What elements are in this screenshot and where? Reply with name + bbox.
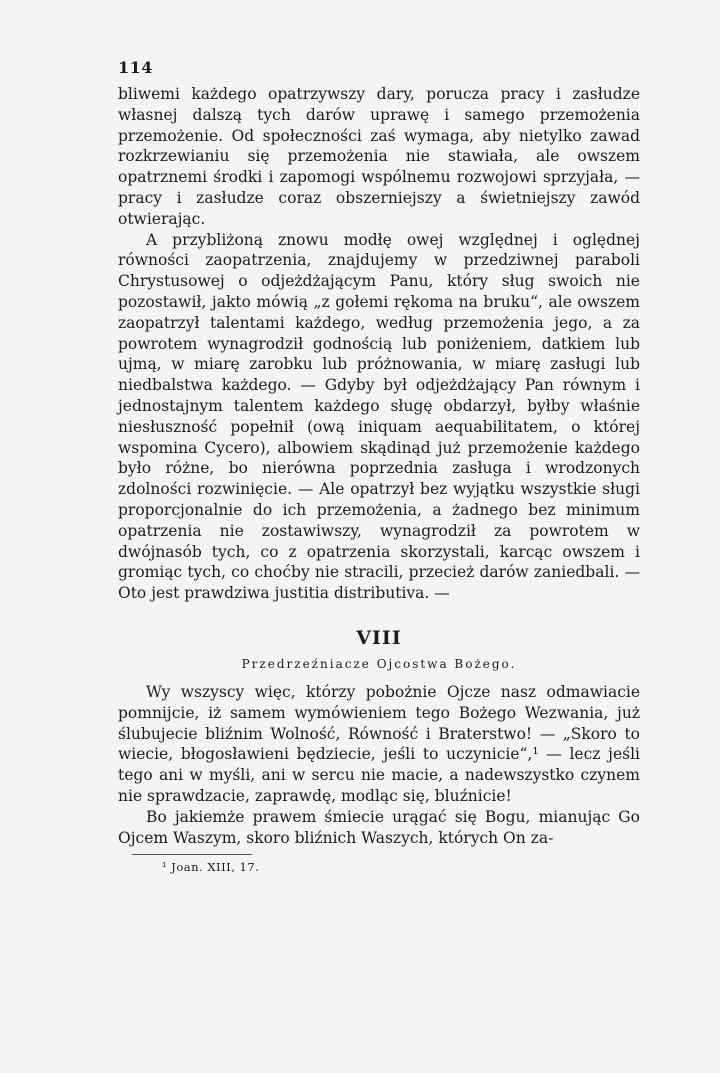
chapter-paragraph-2: Bo jakiemże prawem śmiecie urągać się Bogu, mianując Go Ojcem Waszym, skoro bliźnich Waszych, których On za- xyxy=(118,807,640,847)
footnote-rule xyxy=(132,854,252,855)
paragraph-2: A przybliżoną znowu modłę owej względnej i oględnej równości zaopatrzenia, znajdujemy w przedziwnej paraboli Chrystusowej o odjeżdżającym Panu, który sług swoich nie pozostawił, jakto mówią „z gołemi rękoma na bruku“, ale owszem zaopatrzył talentami każdego, według przemożenia jego, a za powrotem wynagrodził godnością lub poniżeniem, datkiem lub ujmą, w miarę zarobku lub próżnowania, w miarę zasługi lub niedbalstwa każdego. — Gdyby był odjeżdżający Pan równym i jednostajnym talentem każdego sługę obdarzył, byłby właśnie niesłuszność popełnił (ową iniquam aequabilitatem, o której wspomina Cycero), albowiem skądinąd już przemożenie każdego było różne, bo nierówna poprzednia zasługa i wrodzonych zdolności rozwinięcie. — Ale opatrzył bez wyjątku wszystkie sługi proporcjonalnie do ich przemożenia, a żadnego bez minimum opatrzenia nie zostawiwszy, wynagrodził za powrotem w dwójnasób tych, co z opatrzenia skorzystali, karcąc owszem i gromiąc tych, co choćby nie stracili, przecież darów zaniedbali. — Oto jest prawdziwa justitia distributiva. — xyxy=(118,230,640,603)
document-page xyxy=(118,58,640,875)
chapter-paragraph-1: Wy wszyscy więc, którzy pobożnie Ojcze nasz odmawiacie pomnijcie, iż samem wymówieniem tego Bożego Wezwania, już ślubujecie bliźnim Wolność, Równość i Braterstwo! — „Skoro to wiecie, błogosławieni będziecie, jeśli to uczynicie“,¹ — lecz jeśli tego ani w myśli, ani w sercu nie macie, a nadewszystko czynem nie sprawdzacie, zaprawdę, modląc się, bluźnicie! xyxy=(118,682,640,805)
chapter-number: VIII xyxy=(356,626,402,649)
footnote: ¹ Joan. XIII, 17. xyxy=(162,860,260,875)
page-number: 114 xyxy=(118,58,153,77)
paragraph-1: bliwemi każdego opatrzywszy dary, porucza pracy i zasłudze własnej dalszą tych darów uprawę i samego przemożenia przemożenie. Od społeczności zaś wymaga, aby nietylko zawad rozkrzewianiu się przemożenia nie stawiała, ale owszem opatrznemi środki i zapomogi wspólnemu rozwojowi sprzyjała, — pracy i zasłudze coraz obszerniejszy a świetniejszy zawód otwierając. xyxy=(118,85,640,228)
chapter-title: Przedrzeźniacze Ojcostwa Bożego. xyxy=(241,656,517,671)
